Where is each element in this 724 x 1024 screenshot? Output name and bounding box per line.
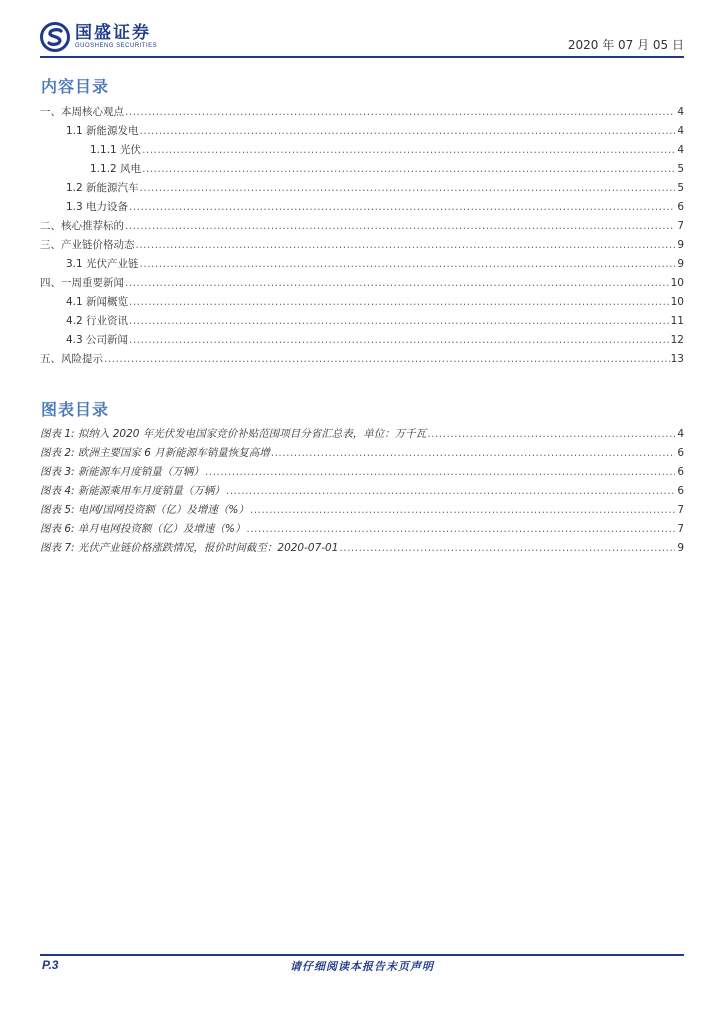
entry-label: 图表 2: 欧洲主要国家 6 月新能源车销量恢复高增 xyxy=(40,447,270,459)
entry-page-number: 5 xyxy=(677,182,684,194)
entry-label: 图表 7: 光伏产业链价格涨跌情况，报价时间截至：2020-07-01 xyxy=(40,542,339,554)
figures-list xyxy=(40,426,684,559)
entry-page-number: 9 xyxy=(677,239,684,251)
entry-label: 4.3 公司新闻 xyxy=(66,334,129,346)
entry-label: 4.2 行业资讯 xyxy=(66,315,129,327)
entry-label: 二、核心推荐标的 xyxy=(40,220,124,232)
entry-page-number: 6 xyxy=(677,485,684,497)
entry-label: 1.1.2 风电 xyxy=(90,163,142,175)
toc-entry[interactable] xyxy=(40,180,684,199)
dot-leader xyxy=(142,163,675,175)
dot-leader xyxy=(104,353,670,365)
footer-divider xyxy=(40,954,684,956)
toc-entry[interactable] xyxy=(40,237,684,256)
entry-page-number: 6 xyxy=(677,466,684,478)
dot-leader xyxy=(129,334,670,346)
logo-chinese-name: 国盛证券 xyxy=(75,23,151,43)
toc-entry[interactable] xyxy=(40,332,684,351)
entry-page-number: 9 xyxy=(677,542,684,554)
entry-page-number: 11 xyxy=(670,315,684,327)
dot-leader xyxy=(125,106,675,118)
entry-page-number: 10 xyxy=(670,296,684,308)
figure-entry[interactable] xyxy=(40,502,684,521)
dot-leader xyxy=(129,296,670,308)
dot-leader xyxy=(250,504,675,516)
entry-page-number: 5 xyxy=(677,163,684,175)
toc-entry[interactable] xyxy=(40,104,684,123)
entry-label: 图表 3: 新能源车月度销量（万辆） xyxy=(40,466,204,478)
dot-leader xyxy=(140,258,675,270)
dot-leader xyxy=(140,125,675,137)
dot-leader xyxy=(136,239,676,251)
entry-label: 3.1 光伏产业链 xyxy=(66,258,139,270)
dot-leader xyxy=(246,523,675,535)
entry-page-number: 7 xyxy=(677,504,684,516)
entry-label: 五、风险提示 xyxy=(40,353,103,365)
dot-leader xyxy=(142,144,675,156)
toc-entry[interactable] xyxy=(40,142,684,161)
dot-leader xyxy=(125,277,670,289)
toc-entry[interactable] xyxy=(40,199,684,218)
toc-entry[interactable] xyxy=(40,313,684,332)
entry-label: 三、产业链价格动态 xyxy=(40,239,135,251)
page-header xyxy=(40,18,684,56)
dot-leader xyxy=(140,182,675,194)
figure-entry[interactable] xyxy=(40,483,684,502)
dot-leader xyxy=(129,315,670,327)
entry-page-number: 7 xyxy=(677,220,684,232)
toc-entry[interactable] xyxy=(40,275,684,294)
figure-entry[interactable] xyxy=(40,426,684,445)
logo-english-name: GUOSHENG SECURITIES xyxy=(75,43,158,49)
figure-entry[interactable] xyxy=(40,464,684,483)
figure-entry[interactable] xyxy=(40,540,684,559)
entry-label: 1.3 电力设备 xyxy=(66,201,129,213)
footer-disclaimer: 请仔细阅读本报告末页声明 xyxy=(290,960,434,973)
entry-label: 1.1.1 光伏 xyxy=(90,144,142,156)
logo-mark-icon xyxy=(40,22,70,52)
dot-leader xyxy=(125,220,675,232)
dot-leader xyxy=(427,428,675,440)
dot-leader xyxy=(226,485,675,497)
report-date: 2020 年 07 月 05 日 xyxy=(567,38,684,52)
toc-entry[interactable] xyxy=(40,351,684,370)
contents-title: 内容目录 xyxy=(41,77,110,96)
dot-leader xyxy=(205,466,675,478)
entry-label: 1.2 新能源汽车 xyxy=(66,182,139,194)
entry-page-number: 4 xyxy=(677,428,684,440)
entry-page-number: 6 xyxy=(677,201,684,213)
figures-title: 图表目录 xyxy=(41,400,110,419)
entry-label: 1.1 新能源发电 xyxy=(66,125,139,137)
entry-page-number: 4 xyxy=(677,125,684,137)
entry-page-number: 7 xyxy=(677,523,684,535)
dot-leader xyxy=(129,201,675,213)
entry-label: 图表 6: 单月电网投资额（亿）及增速（%） xyxy=(40,523,246,535)
entry-page-number: 4 xyxy=(677,106,684,118)
figure-entry[interactable] xyxy=(40,521,684,540)
toc-entry[interactable] xyxy=(40,294,684,313)
entry-label: 图表 5: 电网/国网投资额（亿）及增速（%） xyxy=(40,504,249,516)
entry-label: 一、本周核心观点 xyxy=(40,106,124,118)
figure-entry[interactable] xyxy=(40,445,684,464)
toc-entry[interactable] xyxy=(40,218,684,237)
toc-entry[interactable] xyxy=(40,256,684,275)
toc-entry[interactable] xyxy=(40,123,684,142)
entry-label: 图表 4: 新能源乘用车月度销量（万辆） xyxy=(40,485,225,497)
dot-leader xyxy=(339,542,675,554)
entry-page-number: 4 xyxy=(677,144,684,156)
entry-label: 4.1 新闻概览 xyxy=(66,296,129,308)
entry-page-number: 9 xyxy=(677,258,684,270)
toc-entry[interactable] xyxy=(40,161,684,180)
entry-page-number: 6 xyxy=(677,447,684,459)
dot-leader xyxy=(271,447,675,459)
contents-list xyxy=(40,104,684,370)
entry-page-number: 12 xyxy=(670,334,684,346)
entry-page-number: 13 xyxy=(670,353,684,365)
entry-page-number: 10 xyxy=(670,277,684,289)
company-logo xyxy=(40,22,157,52)
page-number: P.3 xyxy=(42,958,59,972)
entry-label: 四、一周重要新闻 xyxy=(40,277,124,289)
entry-label: 图表 1: 拟纳入 2020 年光伏发电国家竞价补贴范围项目分省汇总表，单位：万千瓦 xyxy=(40,428,427,440)
header-divider xyxy=(40,56,684,58)
